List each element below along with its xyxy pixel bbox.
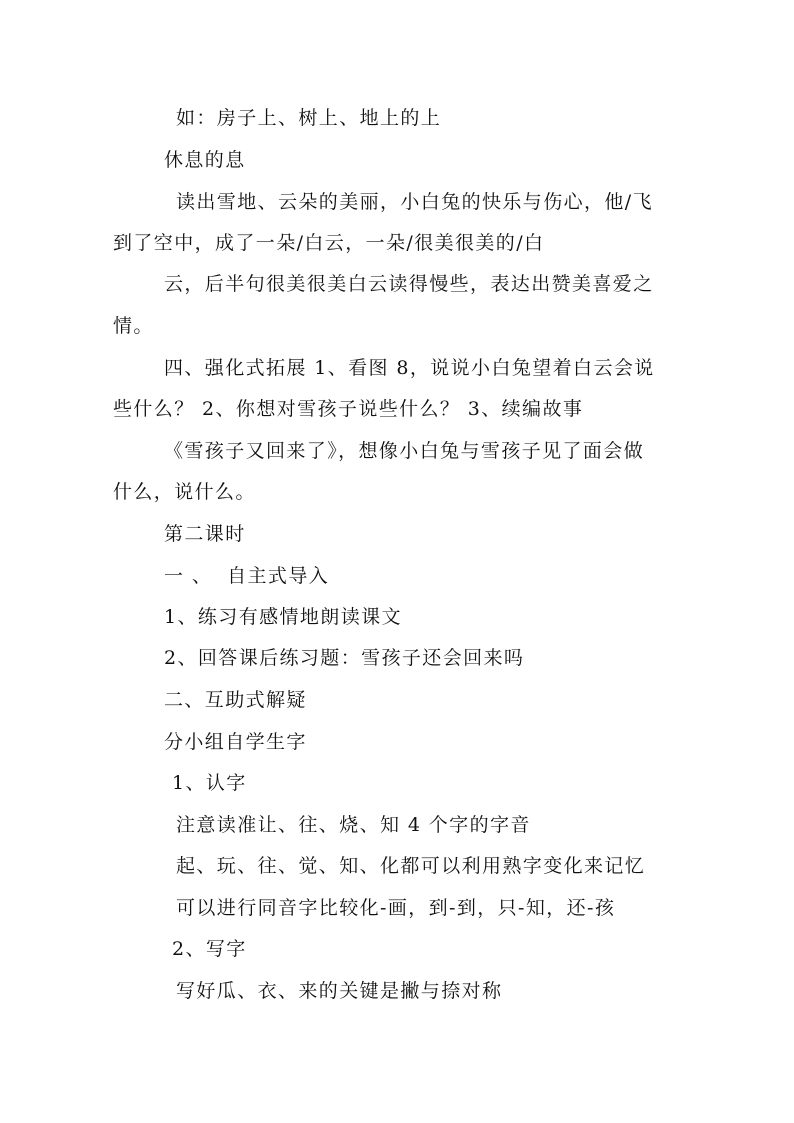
text-line-19: 起、玩、往、觉、知、化都可以利用熟字变化来记忆: [176, 855, 646, 877]
text-line-20: 可以进行同音字比较化-画，到-到，只-知，还-孩: [176, 897, 616, 919]
text-line-12: 一 、 自主式导入: [164, 565, 330, 587]
text-line-5: 云，后半句很美很美白云读得慢些，表达出赞美喜爱之: [164, 273, 654, 295]
text-line-8: 些什么？ 2、你想对雪孩子说些什么？ 3、续编故事: [113, 398, 584, 420]
text-line-10: 什么，说什么。: [113, 481, 256, 503]
text-line-13: 1、练习有感情地朗读课文: [164, 606, 402, 628]
text-line-11: 第二课时: [164, 523, 246, 545]
text-line-21: 2、写字: [172, 938, 247, 960]
text-line-9: 《雪孩子又回来了》，想像小白兔与雪孩子见了面会做: [164, 440, 645, 462]
text-line-7: 四、强化式拓展 1、看图 8，说说小白兔望着白云会说: [164, 357, 655, 379]
text-line-2: 休息的息: [164, 149, 246, 171]
text-line-15: 二、互助式解疑: [164, 689, 307, 711]
text-line-18: 注意读准让、往、烧、知 4 个字的字音: [176, 814, 531, 836]
text-line-16: 分小组自学生字: [164, 731, 307, 753]
text-line-22: 写好瓜、衣、来的关键是撇与捺对称: [176, 980, 503, 1002]
text-line-1: 如：房子上、树上、地上的上: [176, 107, 442, 129]
text-line-6: 情。: [113, 315, 154, 337]
text-line-14: 2、回答课后练习题：雪孩子还会回来吗: [164, 647, 525, 669]
text-line-4: 到了空中，成了一朵/白云，一朵/很美很美的/白: [113, 232, 545, 254]
text-line-3: 读出雪地、云朵的美丽，小白兔的快乐与伤心，他/飞: [176, 191, 654, 213]
text-line-17: 1、认字: [172, 772, 247, 794]
